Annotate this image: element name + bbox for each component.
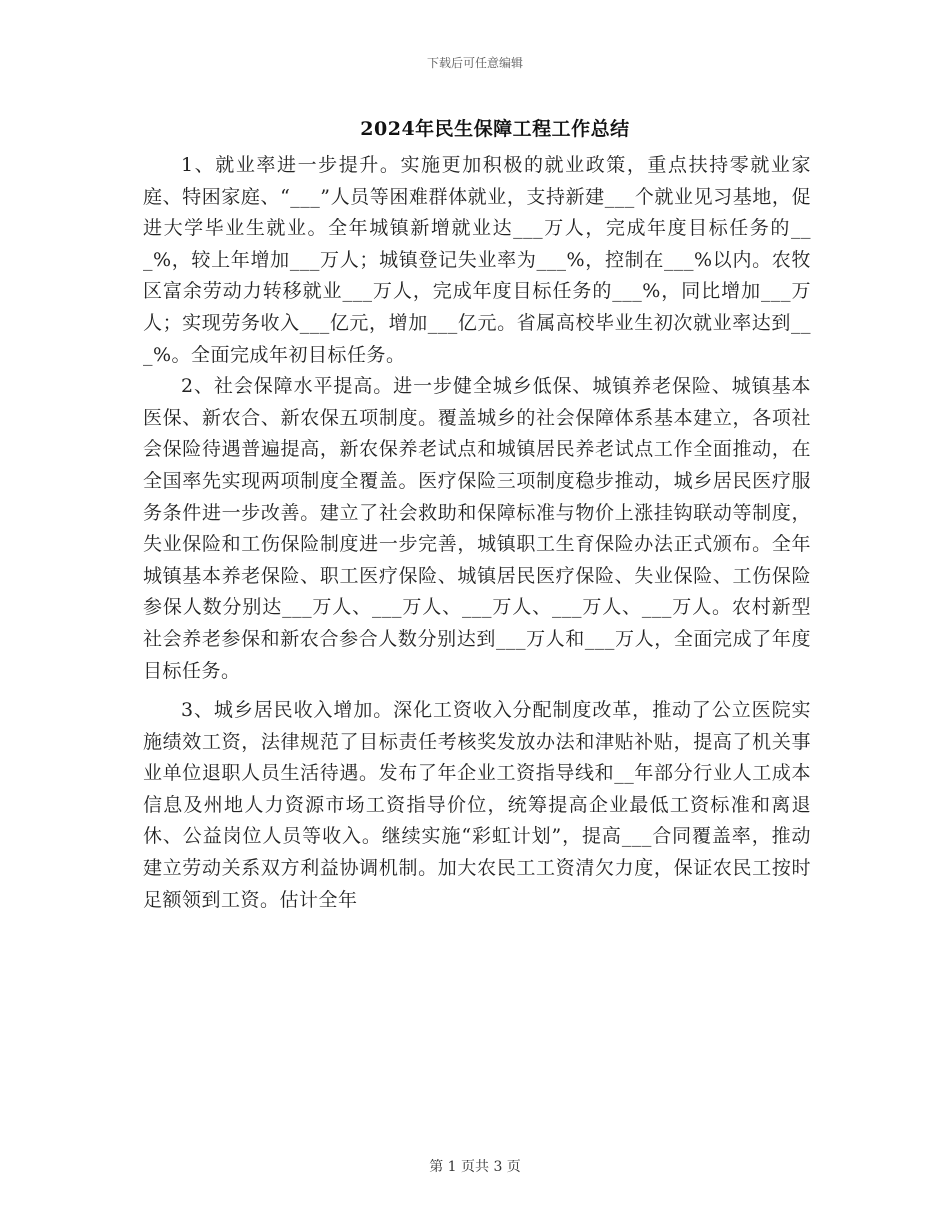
document-body [143, 150, 811, 916]
document-title: 2024年民生保障工程工作总结 [360, 118, 630, 140]
paragraph-income: 3、城乡居民收入增加。深化工资收入分配制度改革，推动了公立医院实施绩效工资，法律规范了目标责任考核奖发放办法和津贴补贴，提高了机关事业单位退职人员生活待遇。发布了年企业工资指导线和__年部分行业人工成本信息及州地人力资源市场工资指导价位，统筹提高企业最低工资标准和离退休、公益岗位人员等收入。继续实施“彩虹计划”，提高___合同覆盖率，推动建立劳动关系双方利益协调机制。加大农民工工资清欠力度，保证农民工按时足额领到工资。估计全年 [143, 699, 811, 911]
page-footer: 第 1 页共 3 页 [429, 1159, 521, 1175]
paragraph-employment: 1、就业率进一步提升。实施更加积极的就业政策，重点扶持零就业家庭、特困家庭、“___”人员等困难群体就业，支持新建___个就业见习基地，促进大学毕业生就业。全年城镇新增就业达___万人，完成年度目标任务的___%，较上年增加___万人；城镇登记失业率为___%，控制在___%以内。农牧区富余劳动力转移就业___万人，完成年度目标任务的___%，同比增加___万人；实现劳务收入___亿元，增加___亿元。省属高校毕业生初次就业率达到___%。全面完成年初目标任务。 [143, 154, 811, 366]
page-header-note: 下载后可任意编辑 [426, 56, 523, 70]
paragraph-social-security: 2、社会保障水平提高。进一步健全城乡低保、城镇养老保险、城镇基本医保、新农合、新农保五项制度。覆盖城乡的社会保障体系基本建立，各项社会保险待遇普遍提高，新农保养老试点和城镇居民养老试点工作全面推动，在全国率先实现两项制度全覆盖。医疗保险三项制度稳步推动，城乡居民医疗服务条件进一步改善。建立了社会救助和保障标准与物价上涨挂钩联动等制度，失业保险和工伤保险制度进一步完善，城镇职工生育保险办法正式颁布。全年城镇基本养老保险、职工医疗保险、城镇居民医疗保险、失业保险、工伤保险参保人数分别达___万人、___万人、___万人、___万人、___万人。农村新型社会养老参保和新农合参合人数分别达到___万人和___万人，全面完成了年度目标任务。 [143, 375, 811, 682]
